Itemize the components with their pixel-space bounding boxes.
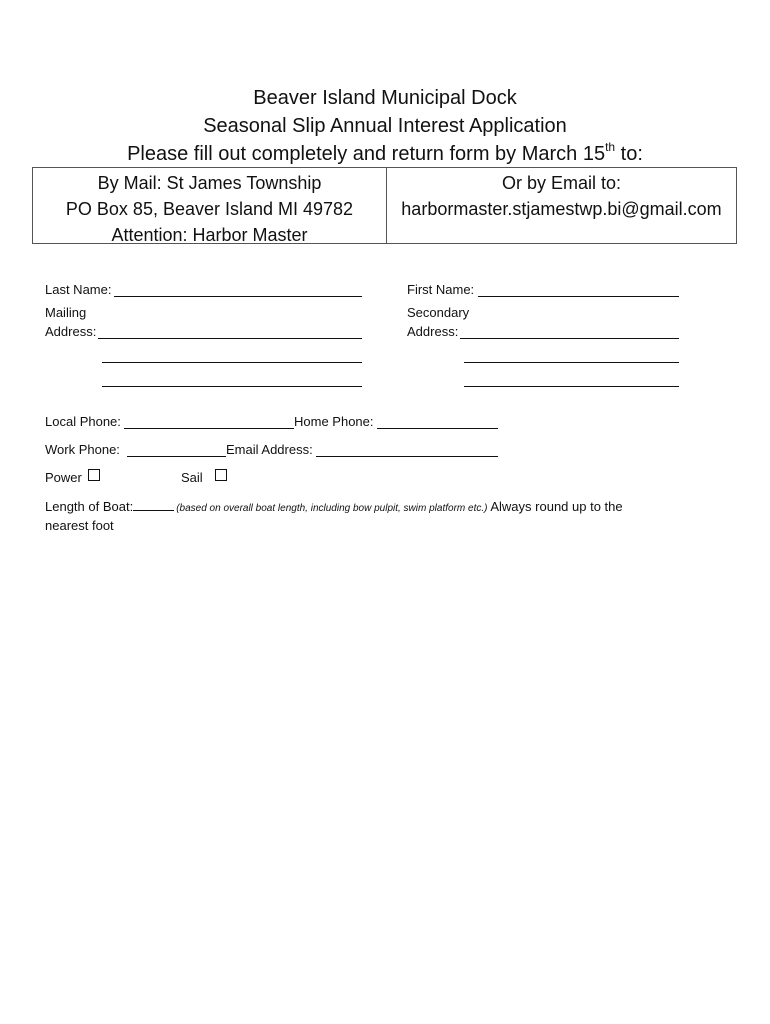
mailing-address-field-1[interactable] xyxy=(98,338,362,339)
form-subtitle: Seasonal Slip Annual Interest Application xyxy=(203,115,567,137)
home-phone-field[interactable] xyxy=(377,428,498,429)
return-instruction-text: Please fill out completely and return form by March 15 xyxy=(127,143,606,165)
email-contact xyxy=(387,168,736,243)
local-phone-field[interactable] xyxy=(124,428,294,429)
secondary-label: Secondary xyxy=(407,305,470,320)
mail-line-2: PO Box 85, Beaver Island MI 49782 xyxy=(65,199,354,219)
contact-box xyxy=(32,167,737,244)
secondary-address-field-2[interactable] xyxy=(464,362,679,363)
first-name-field[interactable] xyxy=(478,296,679,297)
boat-length-field[interactable] xyxy=(133,499,174,511)
email-address-field[interactable] xyxy=(316,456,498,457)
mail-line-1: By Mail: St James Township xyxy=(97,173,322,193)
return-instruction xyxy=(0,142,770,166)
mail-contact xyxy=(33,168,387,243)
last-name-field[interactable] xyxy=(114,296,362,297)
boat-length-row xyxy=(45,499,623,517)
home-phone-label: Home Phone: xyxy=(294,414,374,429)
boat-length-note: (based on overall boat length, including bow pulpit, swim platform etc.) xyxy=(176,503,488,514)
return-instruction-end: to: xyxy=(615,143,643,165)
secondary-address-field-1[interactable] xyxy=(460,338,679,339)
mailing-label: Mailing xyxy=(45,305,87,320)
power-label: Power xyxy=(45,470,82,485)
first-name-label: First Name: xyxy=(407,282,475,297)
work-phone-label: Work Phone: xyxy=(45,442,120,457)
email-address-link[interactable]: harbormaster.stjamestwp.bi@gmail.com xyxy=(401,199,722,219)
work-phone-field[interactable] xyxy=(127,456,226,457)
secondary-address-field-3[interactable] xyxy=(464,386,679,387)
boat-length-rounding-2: nearest foot xyxy=(45,518,114,533)
mailing-address-label: Address: xyxy=(45,324,97,339)
ordinal-suffix: th xyxy=(605,140,616,154)
sail-option xyxy=(181,469,227,486)
sail-checkbox[interactable] xyxy=(215,469,227,481)
local-phone-label: Local Phone: xyxy=(45,414,121,429)
mail-line-3: Attention: Harbor Master xyxy=(111,225,308,245)
power-option xyxy=(45,469,100,486)
email-line-1: Or by Email to: xyxy=(501,173,622,193)
form-title: Beaver Island Municipal Dock xyxy=(253,87,517,109)
power-checkbox[interactable] xyxy=(88,469,100,481)
mailing-address-field-3[interactable] xyxy=(102,386,362,387)
sail-label: Sail xyxy=(181,470,203,485)
last-name-label: Last Name: xyxy=(45,282,112,297)
boat-length-label: Length of Boat: xyxy=(45,499,134,514)
email-address-label: Email Address: xyxy=(226,442,313,457)
secondary-address-label: Address: xyxy=(407,324,459,339)
mailing-address-field-2[interactable] xyxy=(102,362,362,363)
boat-length-rounding: Always round up to the xyxy=(487,499,623,514)
